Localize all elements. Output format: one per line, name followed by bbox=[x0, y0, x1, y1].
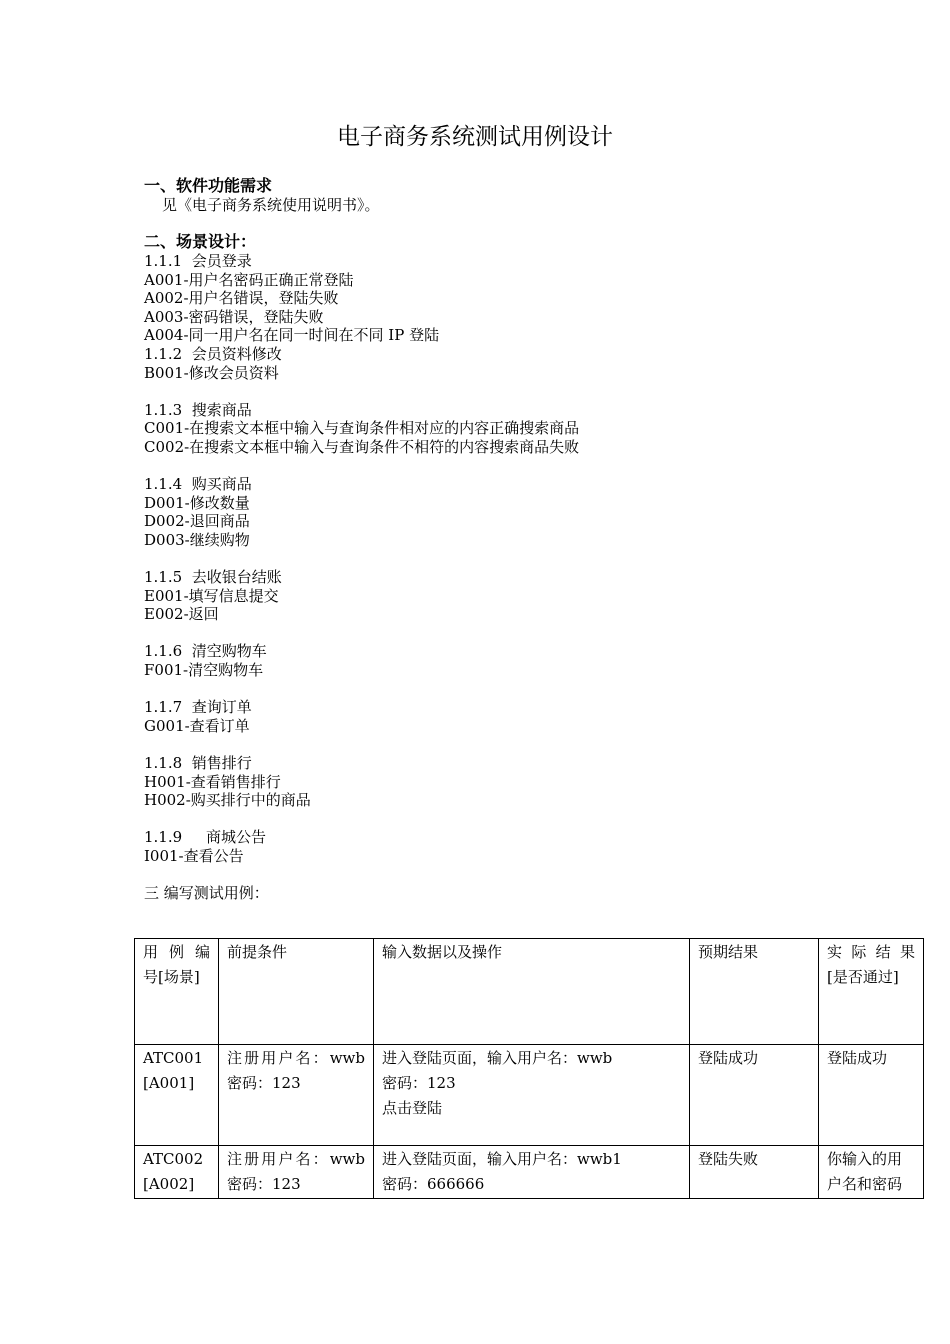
scenario-item: D002-退回商品 bbox=[144, 512, 250, 531]
spacer bbox=[144, 624, 844, 643]
cell-case-id: ATC002 [A002] bbox=[135, 1146, 219, 1199]
spacer bbox=[144, 810, 844, 829]
page-title: 电子商务系统测试用例设计 bbox=[337, 124, 613, 150]
spacer bbox=[144, 382, 844, 401]
header-actual: 实 际 结 果 [是否通过] bbox=[819, 939, 924, 1045]
scenario-group-label: 1.1.2 会员资料修改 bbox=[144, 344, 282, 363]
scenario-group-label: 1.1.4 购买商品 bbox=[144, 475, 252, 494]
spacer bbox=[144, 735, 844, 754]
header-precondition: 前提条件 bbox=[219, 939, 374, 1045]
spacer bbox=[144, 457, 844, 476]
spacer bbox=[144, 550, 844, 569]
section-heading-test-cases: 三 编写测试用例： bbox=[144, 884, 269, 903]
table-row bbox=[135, 1146, 924, 1199]
cell-input: 进入登陆页面，输入用户名：wwb 密码：123 点击登陆 bbox=[374, 1045, 690, 1146]
scenario-group-label: 1.1.5 去收银台结账 bbox=[144, 568, 282, 587]
section-heading-scenarios: 二、场景设计： bbox=[144, 232, 257, 251]
cell-actual: 登陆成功 bbox=[819, 1045, 924, 1146]
scenario-group-label: 1.1.1 会员登录 bbox=[144, 252, 252, 270]
scenario-group-label: 1.1.3 搜索商品 bbox=[144, 400, 252, 419]
scenario-item: B001-修改会员资料 bbox=[144, 363, 279, 382]
cell-precondition: 注册用户名：wwb 密码：123 bbox=[219, 1045, 374, 1146]
scenario-item: G001-查看订单 bbox=[144, 716, 250, 735]
scenario-item: I001-查看公告 bbox=[144, 847, 244, 865]
scenario-item: A003-密码错误，登陆失败 bbox=[144, 307, 324, 326]
scenario-item: A001-用户名密码正确正常登陆 bbox=[144, 270, 354, 289]
requirements-text: 见《电子商务系统使用说明书》。 bbox=[162, 196, 380, 214]
cell-actual: 你输入的用 户名和密码 bbox=[819, 1146, 924, 1199]
scenario-item: E001-填写信息提交 bbox=[144, 586, 279, 605]
scenario-item: C001-在搜索文本框中输入与查询条件相对应的内容正确搜索商品 bbox=[144, 419, 580, 438]
scenario-group-label: 1.1.8 销售排行 bbox=[144, 754, 252, 773]
document-body bbox=[144, 176, 844, 903]
header-expected: 预期结果 bbox=[690, 939, 819, 1045]
cell-precondition: 注册用户名：wwb 密码：123 bbox=[219, 1146, 374, 1199]
scenario-item: F001-清空购物车 bbox=[144, 661, 264, 680]
cell-expected: 登陆成功 bbox=[690, 1045, 819, 1146]
scenario-item: A002-用户名错误，登陆失败 bbox=[144, 289, 339, 308]
scenario-item: H002-购买排行中的商品 bbox=[144, 791, 311, 810]
table-header-row bbox=[135, 939, 924, 1045]
section-heading-requirements: 一、软件功能需求 bbox=[144, 176, 273, 195]
header-case-id: 用 例 编 号[场景] bbox=[135, 939, 219, 1045]
cell-input: 进入登陆页面，输入用户名：wwb1 密码：666666 bbox=[374, 1146, 690, 1199]
cell-case-id: ATC001 [A001] bbox=[135, 1045, 219, 1146]
spacer bbox=[144, 680, 844, 699]
scenario-item: E002-返回 bbox=[144, 605, 219, 624]
scenario-item: H001-查看销售排行 bbox=[144, 772, 281, 791]
cell-expected: 登陆失败 bbox=[690, 1146, 819, 1199]
test-case-table bbox=[134, 938, 924, 1199]
scenario-group-label: 1.1.7 查询订单 bbox=[144, 698, 252, 717]
scenario-group-label: 1.1.9 商城公告 bbox=[144, 828, 267, 847]
spacer bbox=[144, 866, 844, 885]
table-row bbox=[135, 1045, 924, 1146]
scenario-item: D003-继续购物 bbox=[144, 530, 250, 549]
header-input: 输入数据以及操作 bbox=[374, 939, 690, 1045]
scenario-item: C002-在搜索文本框中输入与查询条件不相符的内容搜索商品失败 bbox=[144, 437, 580, 456]
spacer bbox=[144, 215, 844, 232]
scenario-item: A004-同一用户名在同一时间在不同 IP 登陆 bbox=[144, 326, 440, 345]
scenario-item: D001-修改数量 bbox=[144, 493, 250, 512]
scenario-group-label: 1.1.6 清空购物车 bbox=[144, 642, 267, 661]
